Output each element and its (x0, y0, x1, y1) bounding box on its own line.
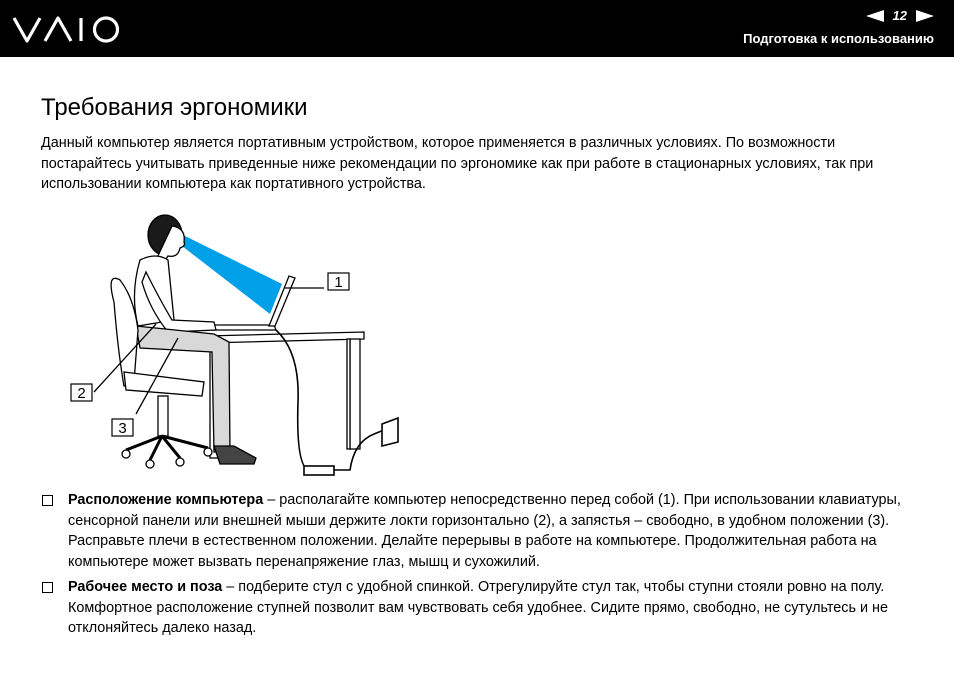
svg-text:3: 3 (118, 420, 127, 437)
svg-text:2: 2 (77, 385, 86, 402)
section-title: Подготовка к использованию (743, 31, 934, 46)
svg-text:1: 1 (334, 274, 343, 291)
callout-3 (112, 419, 133, 437)
arrow-right-icon[interactable] (916, 10, 934, 22)
list-item-text: – подберите стул с удобной спинкой. Отрегулируйте стул так, чтобы ступни стояли ровно на полу. Комфортное расположение ступней позволит вам чувствовать себя удобнее. Сидите прямо, свободно, не сутультесь и не отклоняйтесь далеко назад. (68, 579, 888, 636)
view-cone (181, 234, 282, 314)
page-number: 12 (892, 8, 907, 23)
callout-2 (71, 384, 92, 402)
list-item-title: Рабочее место и поза (68, 579, 223, 595)
list-item (41, 490, 921, 572)
recommendation-list (41, 490, 921, 644)
page-title: Требования эргономики (41, 94, 308, 121)
intro-paragraph: Данный компьютер является портативным устройством, которое применяется в различных условиях. По возможности постарайтесь учитывать приведенные ниже рекомендации по эргономике как при работе в стационарных условиях, так при использовании компьютера как портативного устройства. (41, 135, 874, 192)
checkbox-bullet-icon (42, 495, 53, 506)
list-item-text: – располагайте компьютер непосредственно перед собой (1). При использовании клавиатуры, сенсорной панели или внешней мыши держите локти горизонтально (2), а запястья – свободно, в удобном положении (3). Расправьте плечи в естественном положении. Делайте перерывы в работе на компьютере. Продолжительная работа на компьютере может вызвать перенапряжение глаз, мышц и сухожилий. (68, 492, 901, 570)
page-navigation (866, 8, 934, 23)
list-item-title: Расположение компьютера (68, 492, 264, 508)
list-item (41, 577, 921, 639)
vaio-logo (12, 12, 124, 46)
ergonomics-illustration (64, 202, 404, 477)
callout-1 (328, 273, 349, 291)
arrow-left-icon[interactable] (866, 10, 884, 22)
header-bar (0, 0, 954, 57)
power-cable (276, 330, 398, 475)
checkbox-bullet-icon (42, 582, 53, 593)
